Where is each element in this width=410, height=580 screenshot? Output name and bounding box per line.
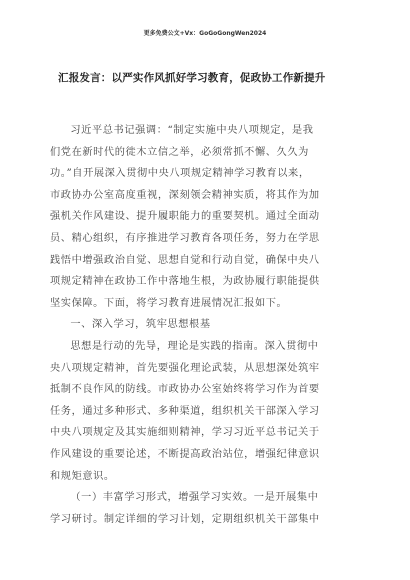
header-note: 更多免费公文+Vx：GoGoGongWen2024 (143, 30, 267, 37)
text-line: 项规定精神在政协工作中落地生根，为政协履行职能提供 (50, 276, 320, 288)
text-line: 思想是行动的先导，理论是实践的指南。深入贯彻中 (70, 340, 319, 352)
document-body (50, 120, 368, 530)
text-line: 央八项规定精神，首先要强化理论武装，从思想深处筑牢 (50, 362, 320, 374)
section-heading (50, 314, 368, 336)
text-line: 们党在新时代的徙木立信之举，必须常抓不懈、久久为 (50, 146, 309, 158)
text-line: 功。”自开展深入贯彻中央八项规定精神学习教育以来， (50, 168, 310, 180)
text-line: 坚实保障。下面，将学习教育进展情况汇报如下。 (50, 297, 288, 309)
text-line: 践悟中增强政治自觉、思想自觉和行动自觉，确保中央八 (50, 254, 320, 266)
text-line: （一）丰富学习形式，增强学习实效。一是开展集中 (70, 492, 319, 504)
paragraph-section-one (50, 336, 368, 487)
text-line: 任务，通过多种形式、多种渠道，组织机关干部深入学习 (50, 405, 320, 417)
text-line: 和规矩意识。 (50, 470, 115, 482)
text-line: 抵制不良作风的防线。市政协办公室始终将学习作为首要 (50, 384, 320, 396)
text-line: 习近平总书记强调：“制定实施中央八项规定，是我 (70, 125, 314, 136)
paragraph-subsection (50, 487, 368, 530)
paragraph-intro (50, 120, 368, 314)
text-line: 学习研讨。制定详细的学习计划，定期组织机关干部集中 (50, 513, 320, 525)
text-line: 强机关作风建设、提升履职能力的重要契机。通过全面动 (50, 211, 320, 223)
document-title: 汇报发言：以严实作风抓好学习教育，促政协工作新提升 (58, 72, 326, 84)
text-line: 一、深入学习，筑牢思想根基 (70, 319, 211, 331)
text-line: 作风建设的重要论述，不断提高政治站位，增强纪律意识 (50, 448, 320, 460)
text-line: 中央八项规定及其实施细则精神，学习习近平总书记关于 (50, 427, 320, 439)
text-line: 员、精心组织，有序推进学习教育各项任务，努力在学思 (50, 232, 320, 244)
text-line: 市政协办公室高度重视，深刻领会精神实质，将其作为加 (50, 189, 320, 201)
